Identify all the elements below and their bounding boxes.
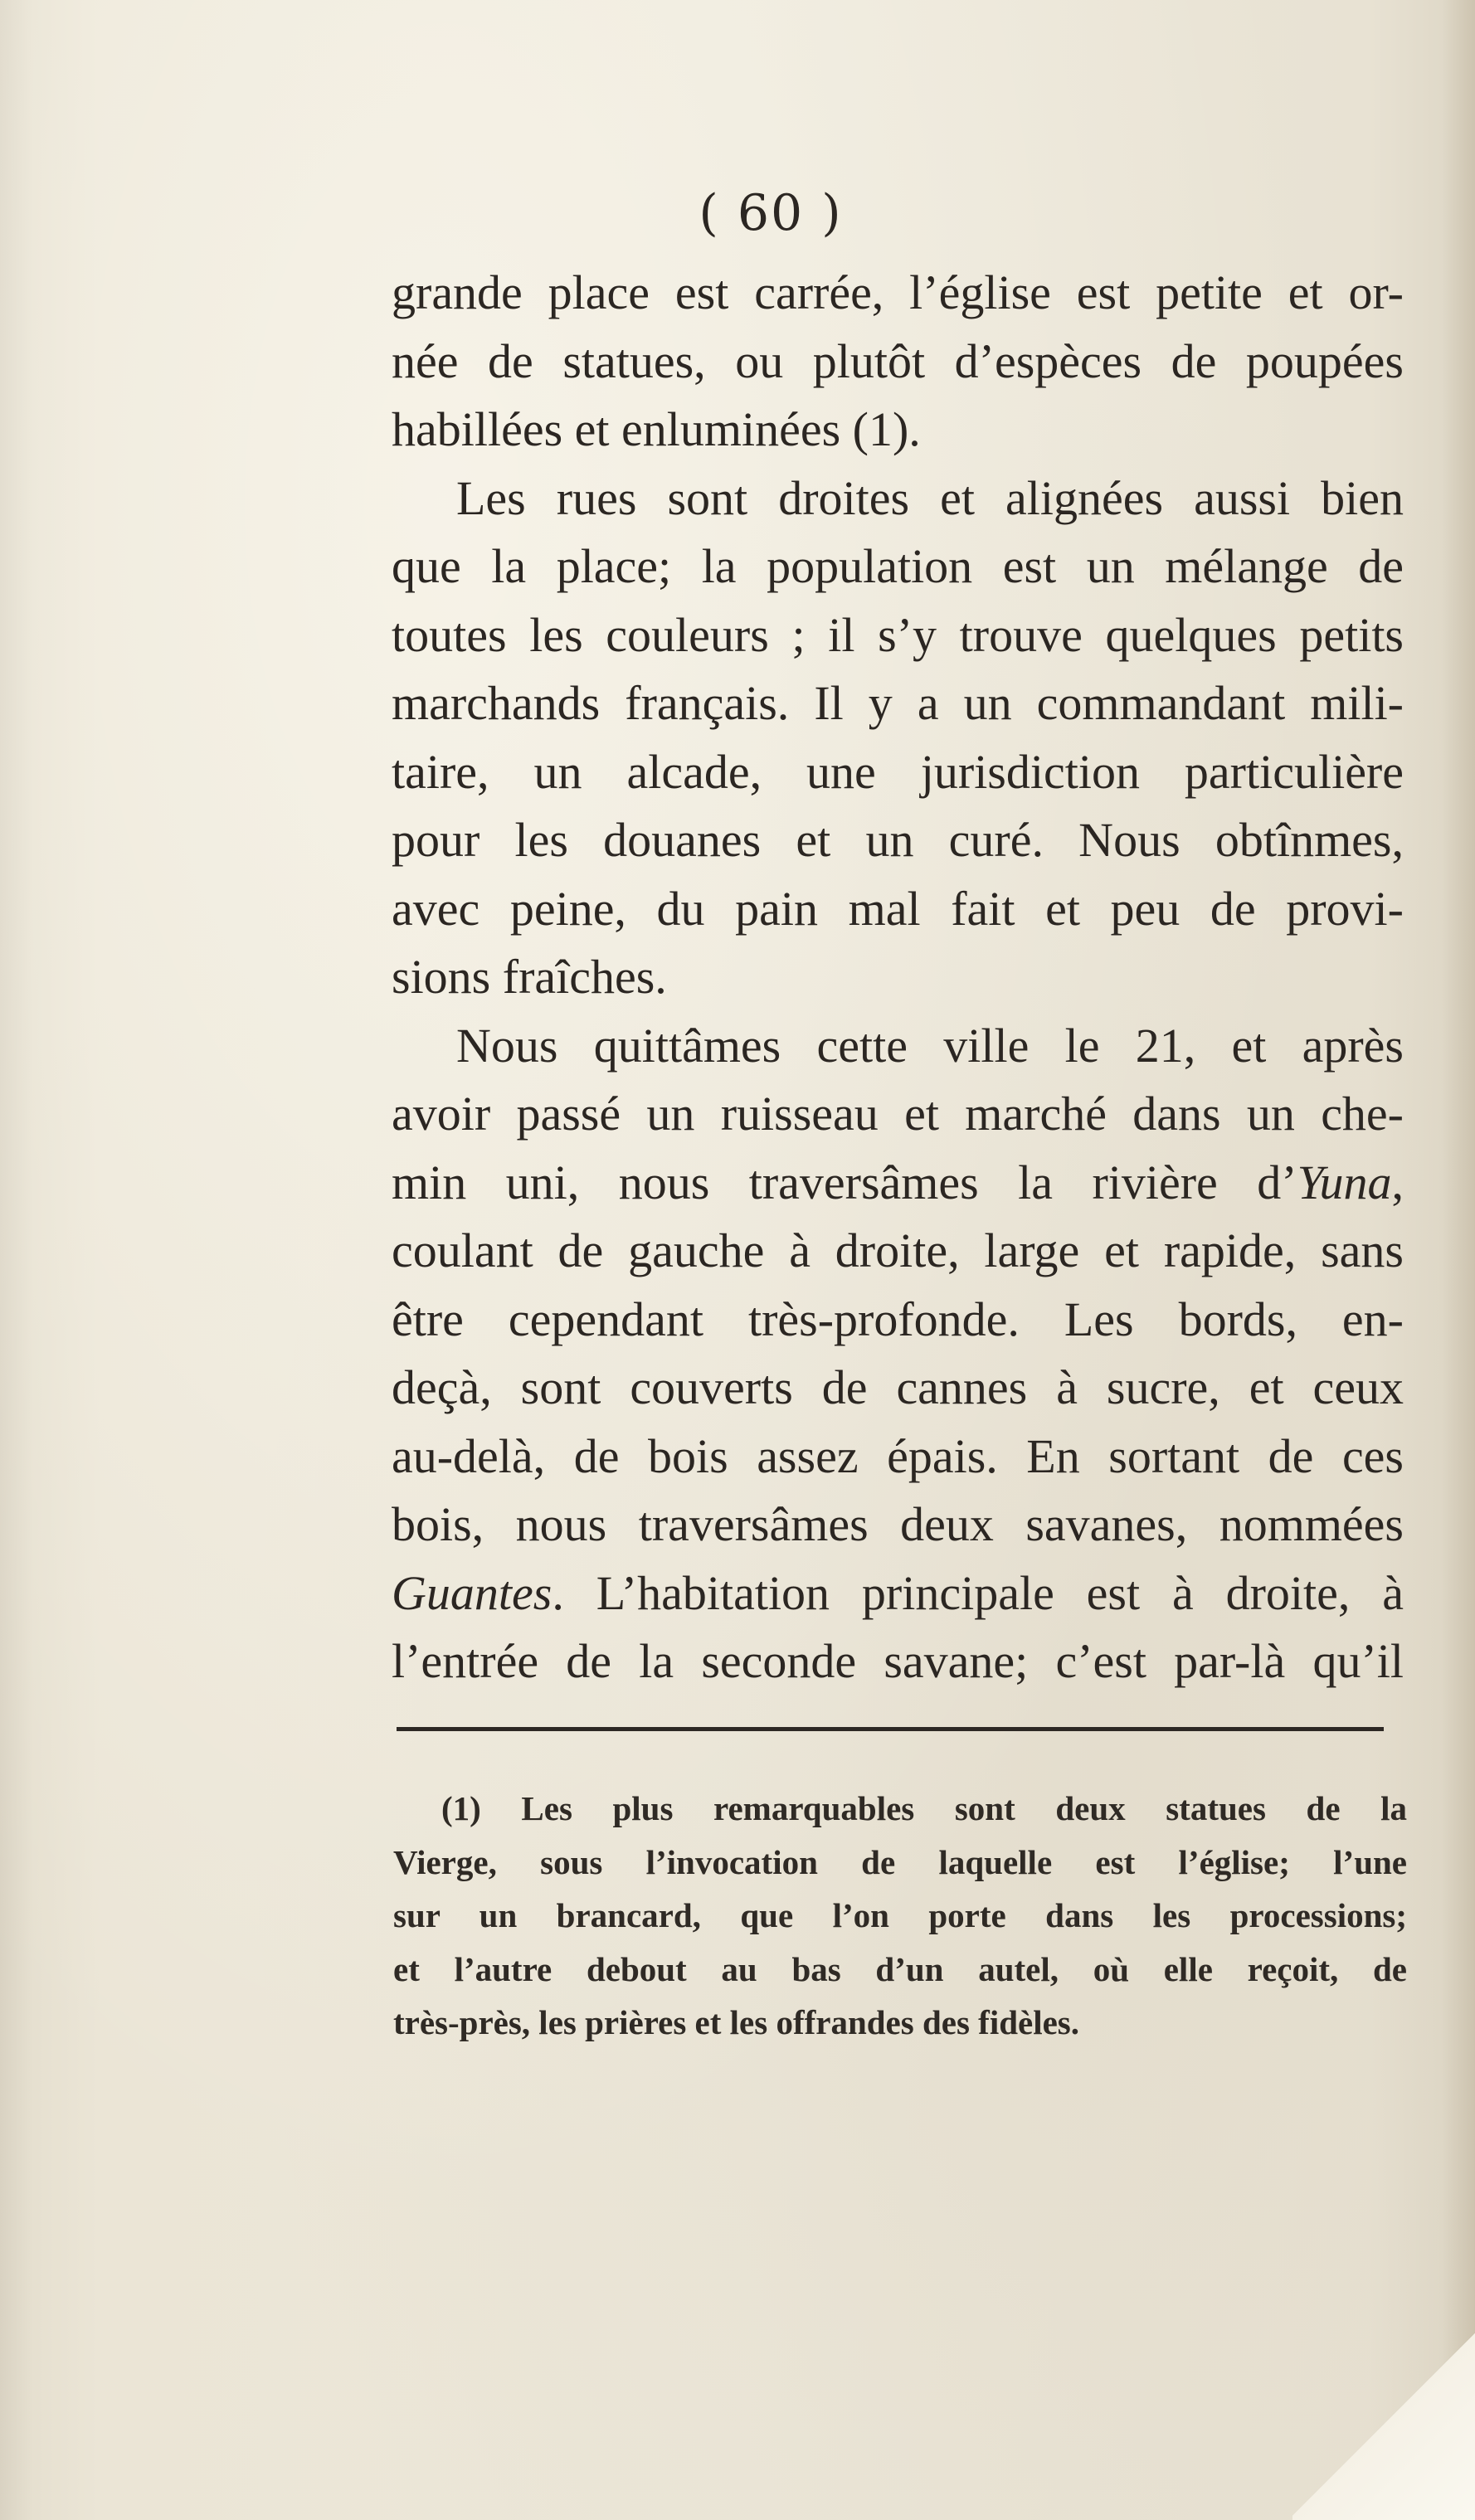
text-line-yuna xyxy=(392,1149,1404,1218)
footnote-line: Vierge, sous l’invocation de laquelle est l’église; l’une xyxy=(393,1842,1407,1881)
text-line: coulant de gauche à droite, large et rapide, sans xyxy=(392,1224,1404,1277)
text-line: que la place; la population est un mélange de xyxy=(392,539,1404,593)
text-line: l’entrée de la seconde savane; c’est par-là qu’il xyxy=(392,1634,1404,1688)
river-name: Yuna xyxy=(1297,1155,1392,1209)
footnote xyxy=(393,1782,1407,2050)
text-line: être cependant très-profonde. Les bords, en- xyxy=(392,1292,1404,1346)
text-line: avoir passé un ruisseau et marché dans un che- xyxy=(392,1087,1404,1141)
text-line: sions fraîches. xyxy=(392,950,667,1004)
footnote-line: très-près, les prières et les offrandes des fidèles. xyxy=(393,2003,1080,2041)
footnote-separator xyxy=(397,1727,1384,1731)
text-line: Nous quittâmes cette ville le 21, et après xyxy=(456,1018,1404,1073)
text-line: taire, un alcade, une jurisdiction particulière xyxy=(392,744,1404,799)
text-line: au-delà, de bois assez épais. En sortant de ces xyxy=(392,1428,1404,1483)
page-corner xyxy=(1292,2329,1475,2520)
footnote-line: et l’autre debout au bas d’un autel, où elle reçoit, de xyxy=(393,1949,1407,1988)
footnote-line: (1) Les plus remarquables sont deux statues de la xyxy=(441,1789,1407,1827)
text-segment: min uni, nous traversâmes la rivière d’ xyxy=(392,1155,1297,1209)
savanna-name: Guantes xyxy=(392,1565,553,1620)
text-line: grande place est carrée, l’église est petite et or- xyxy=(392,265,1404,319)
text-line: pour les douanes et un curé. Nous obtînmes, xyxy=(392,813,1404,867)
page-number: ( 60 ) xyxy=(699,184,843,242)
text-segment: . L’habitation principale est à droite, à xyxy=(552,1565,1404,1620)
text-line: habillées et enluminées (1). xyxy=(392,402,921,456)
text-line: marchands français. Il y a un commandant mili- xyxy=(392,676,1404,730)
text-line: toutes les couleurs ; il s’y trouve quelques petits xyxy=(392,607,1404,662)
text-line: deçà, sont couverts de cannes à sucre, et ceux xyxy=(392,1360,1404,1414)
body-text xyxy=(392,259,1404,1696)
text-line: avec peine, du pain mal fait et peu de provi- xyxy=(392,881,1404,936)
text-line: Les rues sont droites et alignées aussi bien xyxy=(456,470,1404,525)
text-segment: , xyxy=(1391,1155,1404,1209)
text-line: bois, nous traversâmes deux savanes, nommées xyxy=(392,1497,1404,1551)
footnote-line: sur un brancard, que l’on porte dans les processions; xyxy=(393,1896,1407,1934)
page-edge-shadow xyxy=(1442,0,1475,2520)
text-line-guantes xyxy=(392,1559,1404,1628)
text-line: née de statues, ou plutôt d’espèces de poupées xyxy=(392,333,1404,388)
